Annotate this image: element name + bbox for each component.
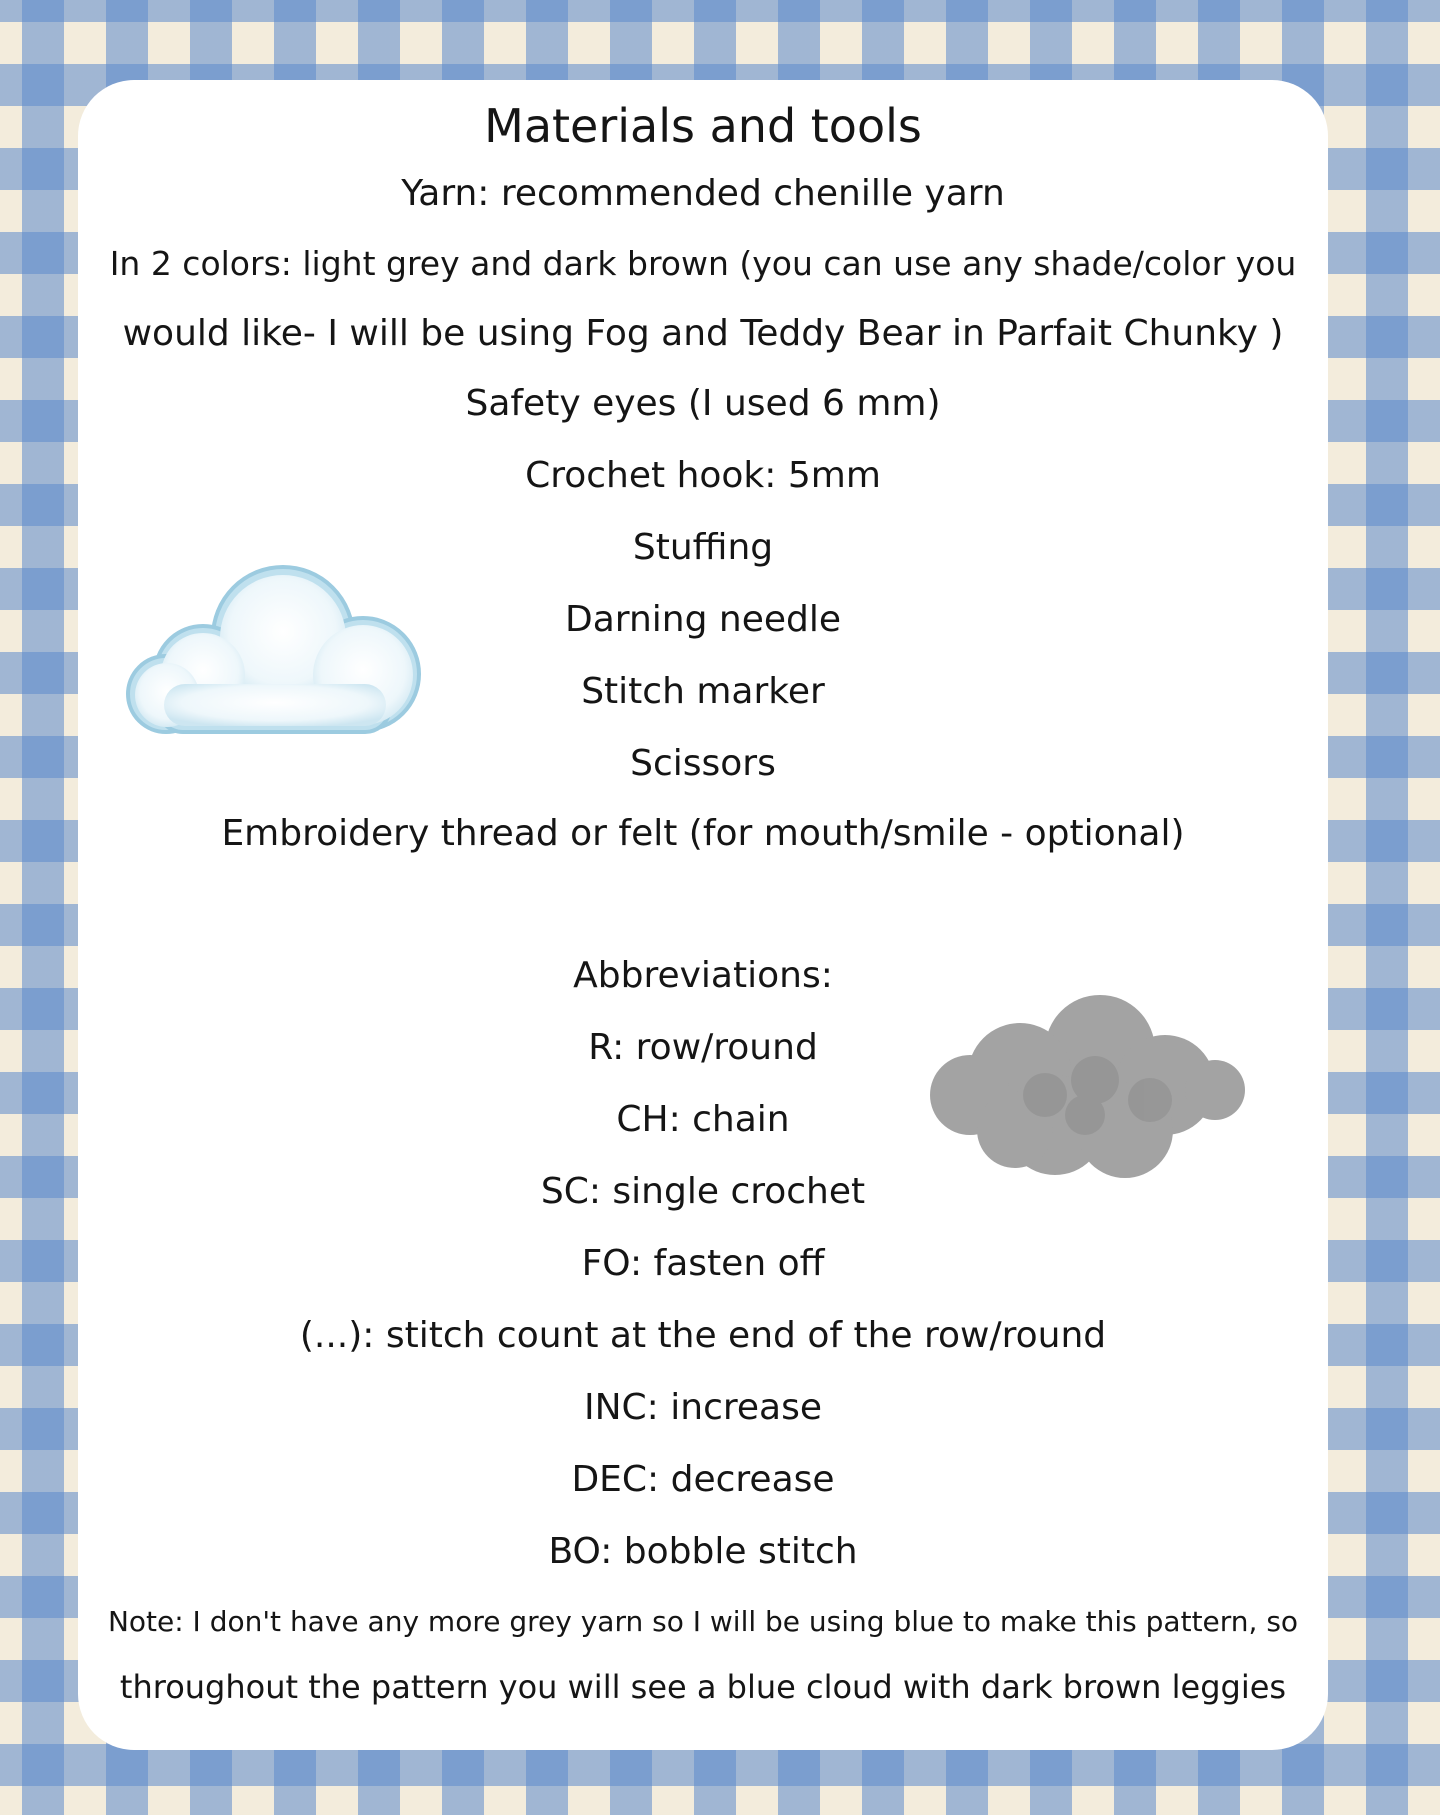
abbreviation-item: FO: fasten off — [581, 1243, 825, 1284]
colors-line-1: In 2 colors: light grey and dark brown (you can use any shade/color you — [109, 244, 1297, 283]
materials-title: Materials and tools — [484, 99, 922, 153]
eyes-line: Safety eyes (I used 6 mm) — [465, 383, 941, 424]
abbreviation-item: (...): stitch count at the end of the row/round — [299, 1315, 1107, 1356]
colors-line-2: would like- I will be using Fog and Teddy Bear in Parfait Chunky ) — [122, 313, 1284, 354]
light-blue-cloud-icon — [118, 562, 428, 748]
marker-line: Stitch marker — [581, 671, 825, 712]
abbreviation-item: R: row/round — [588, 1027, 818, 1068]
needle-line: Darning needle — [565, 599, 841, 640]
yarn-line: Yarn: recommended chenille yarn — [401, 173, 1005, 214]
abbreviation-item: INC: increase — [584, 1387, 822, 1428]
abbreviation-item: BO: bobble stitch — [548, 1531, 858, 1572]
grey-cloud-icon — [925, 990, 1250, 1190]
thread-line: Embroidery thread or felt (for mouth/smile - optional) — [221, 813, 1185, 854]
abbreviations-title: Abbreviations: — [573, 955, 833, 996]
note-line-1: Note: I don't have any more grey yarn so I will be using blue to make this pattern, so — [107, 1605, 1299, 1638]
scissors-line: Scissors — [630, 743, 776, 784]
stuffing-line: Stuffing — [632, 527, 774, 568]
abbreviation-item: CH: chain — [616, 1099, 790, 1140]
hook-line: Crochet hook: 5mm — [525, 455, 881, 496]
abbreviation-item: SC: single crochet — [540, 1171, 866, 1212]
note-line-2: throughout the pattern you will see a blue cloud with dark brown leggies — [119, 1668, 1287, 1706]
abbreviation-item: DEC: decrease — [571, 1459, 835, 1500]
